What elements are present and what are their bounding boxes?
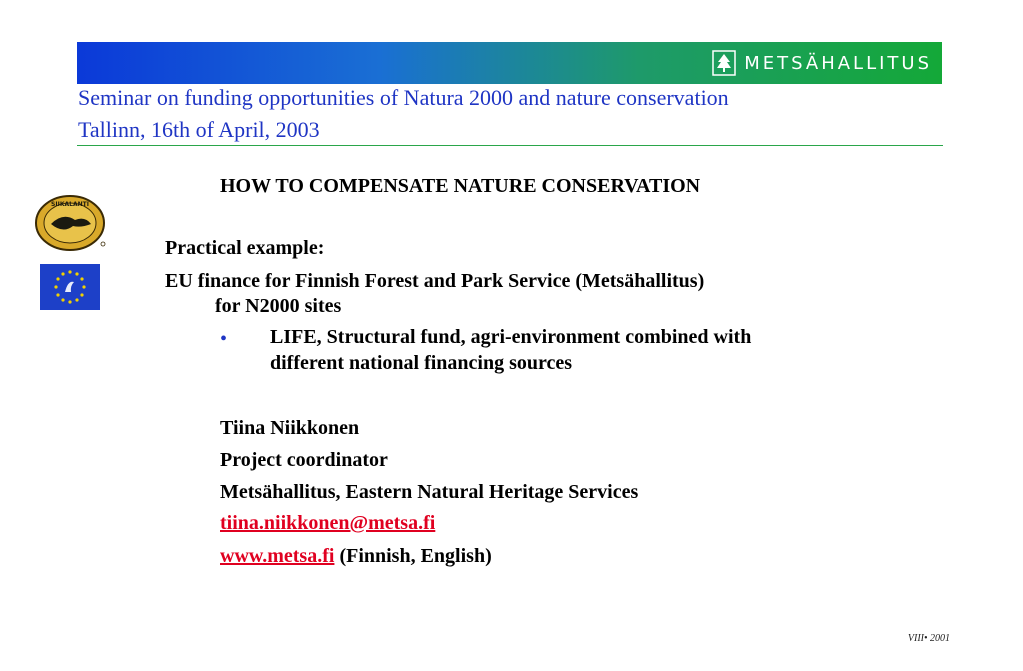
- tree-logo-icon: [712, 50, 736, 76]
- bullet-marker: •: [220, 328, 228, 350]
- eu-finance-line: EU finance for Finnish Forest and Park Service (Metsähallitus): [165, 270, 705, 292]
- header-divider: [77, 145, 943, 146]
- eu-finance-line-continued: for N2000 sites: [215, 295, 342, 317]
- eu-life-flag: [40, 264, 100, 310]
- slide-heading: HOW TO COMPENSATE NATURE CONSERVATION: [220, 175, 701, 197]
- logo-wordmark: METSÄHALLITUS: [744, 52, 932, 74]
- practical-example-label: Practical example:: [165, 237, 325, 259]
- website-link[interactable]: www.metsa.fi: [220, 545, 335, 567]
- eu-stars-icon: [40, 264, 100, 310]
- header-banner: [77, 42, 942, 84]
- contact-email-row: [220, 512, 435, 535]
- metsahallitus-logo: [712, 48, 932, 78]
- seminar-title: Seminar on funding opportunities of Natura 2000 and nature conservation: [78, 85, 729, 110]
- contact-website-row: [220, 545, 492, 568]
- bullet-item-line2: different national financing sources: [270, 352, 573, 374]
- bullet-item-line1: LIFE, Structural fund, agri-environment combined with: [270, 326, 752, 348]
- contact-organization: Metsähallitus, Eastern Natural Heritage Services: [220, 481, 639, 503]
- footer-date: VIII• 2001: [907, 633, 950, 644]
- siikalanti-seal-icon: [33, 194, 107, 252]
- contact-name: Tiina Niikkonen: [220, 417, 360, 439]
- contact-role: Project coordinator: [220, 449, 388, 471]
- email-link[interactable]: tiina.niikkonen@metsa.fi: [220, 512, 436, 534]
- website-language-note: (Finnish, English): [334, 545, 492, 567]
- seminar-location-date: Tallinn, 16th of April, 2003: [78, 117, 320, 142]
- seal-lettering: SIIKALANTI: [51, 201, 89, 208]
